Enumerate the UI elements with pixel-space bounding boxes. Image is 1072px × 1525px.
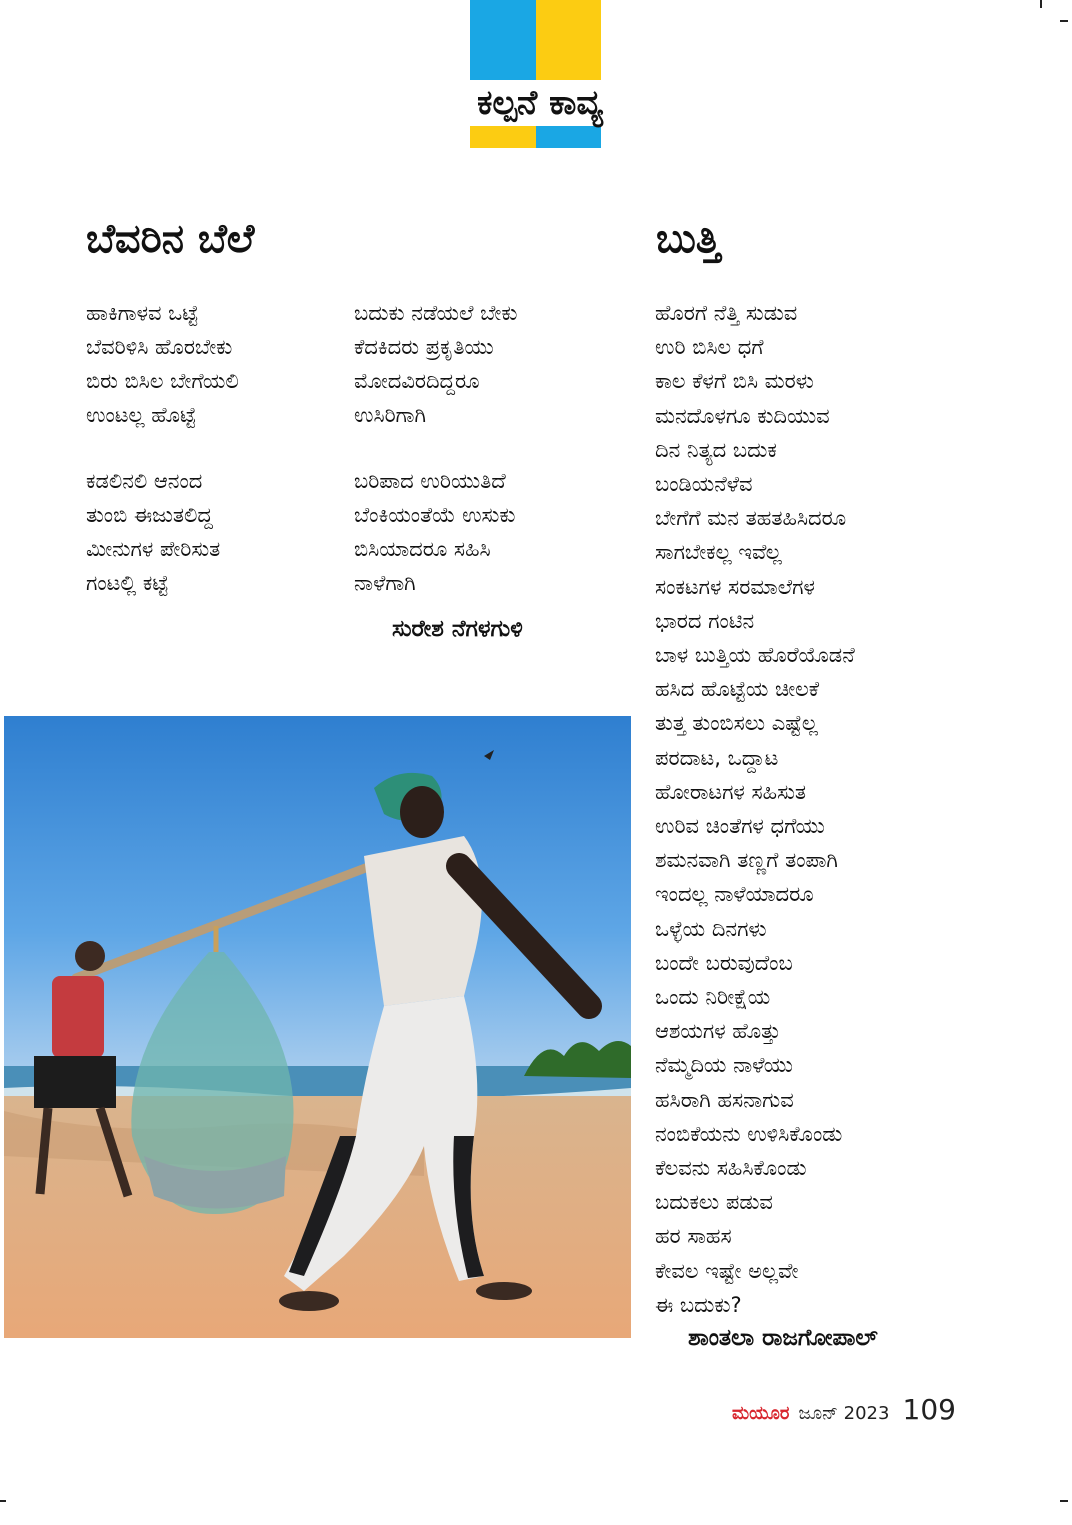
poem-line: ಕೆಲವನು ಸಹಿಸಿಕೊಂಡು	[655, 1156, 807, 1181]
poem-stanza	[354, 464, 516, 600]
header-yellow-block	[536, 0, 601, 82]
poem-line: ಬೇಗೆಗೆ ಮನ ತಹತಹಿಸಿದರೂ	[655, 506, 847, 531]
poem-line: ಪರದಾಟ, ಒದ್ದಾಟ	[655, 745, 779, 770]
poem-line: ಬಂಡಿಯನೆಳೆವ	[655, 472, 753, 497]
poem-line: ಬಿರು ಬಿಸಿಲ ಬೇಗೆಯಲಿ	[86, 369, 239, 393]
poem-line: ಬದುಕಲು ಪಡುವ	[655, 1190, 773, 1215]
poem-line: ಆಶಯಗಳ ಹೊತ್ತು	[655, 1019, 781, 1044]
poem-line: ಕೇವಲ ಇಷ್ಟೇ ಅಲ್ಲವೇ	[655, 1258, 799, 1283]
crop-mark	[1060, 20, 1068, 22]
header-yellow-strip	[470, 126, 536, 148]
poem-line: ಹರ ಸಾಹಸ	[655, 1224, 732, 1249]
poem-line: ಭಾರದ ಗಂಟಿನ	[655, 608, 755, 633]
poem-line: ಬಂದೇ ಬರುವುದೆಂಬ	[655, 950, 793, 975]
poem-line: ಸಂಕಟಗಳ ಸರಮಾಲೆಗಳ	[655, 574, 815, 599]
poem-line: ಹಸಿರಾಗಿ ಹಸನಾಗುವ	[655, 1087, 794, 1112]
poem-line: ಮನದೊಳಗೂ ಕುದಿಯುವ	[655, 403, 830, 428]
poem-line: ಶಮನವಾಗಿ ತಣ್ಣಗೆ ತಂಪಾಗಿ	[655, 848, 838, 873]
poem-line: ಉರಿವ ಚಿಂತೆಗಳ ಧಗೆಯು	[655, 814, 825, 839]
poem-line: ಕಡಲಿನಲಿ ಆನಂದ	[86, 469, 203, 493]
poem-stanza	[354, 296, 517, 432]
poem-line: ಒಂದು ನಿರೀಕ್ಷೆಯ	[655, 985, 771, 1010]
poem-line: ಬಾಳ ಬುತ್ತಿಯ ಹೊರೆಯೊಡನೆ	[655, 643, 855, 668]
poem-author: ಶಾಂತಲಾ ರಾಜಗೋಪಾಲ್	[688, 1325, 878, 1351]
poem-line: ಮೋದವಿರದಿದ್ದರೂ	[354, 369, 480, 393]
poem-line: ಒಳ್ಳೆಯ ದಿನಗಳು	[655, 916, 767, 941]
poem-line: ಉಂಟಲ್ಲ ಹೊಟ್ಟೆ	[86, 403, 197, 427]
poem-line: ನಂಬಿಕೆಯನು ಉಳಿಸಿಕೊಂಡು	[655, 1121, 843, 1146]
issue-date: ಜೂನ್ 2023	[798, 1403, 890, 1424]
fishermen-photo	[4, 716, 631, 1338]
poem-line: ಬೆವರಿಳಿಸಿ ಹೊರಬೇಕು	[86, 335, 233, 359]
poem-line: ಬದುಕು ನಡೆಯಲೆ ಬೇಕು	[354, 301, 518, 325]
poem-stanza	[655, 296, 855, 1322]
crop-mark	[0, 1500, 6, 1502]
poem-line: ಉರಿ ಬಿಸಿಲ ಧಗೆ	[655, 335, 764, 360]
poem-line: ಸಾಗಬೇಕಲ್ಲ ಇವೆಲ್ಲ	[655, 540, 782, 565]
poem-line: ಹಾಕಿಗಾಳವ ಒಟ್ಟೆ	[86, 301, 199, 325]
header-blue-strip	[536, 126, 601, 148]
poem-line: ಈ ಬದುಕು?	[655, 1292, 742, 1317]
crop-mark	[1040, 0, 1042, 8]
poem-line: ಬಿಸಿಯಾದರೂ ಸಹಿಸಿ	[354, 537, 491, 561]
header-blue-block	[470, 0, 536, 82]
poem-line: ಹೊರಗೆ ನೆತ್ತಿ ಸುಡುವ	[655, 301, 798, 325]
page-number: 109	[902, 1393, 956, 1426]
poem-line: ದಿನ ನಿತ್ಯದ ಬದುಕ	[655, 437, 777, 462]
crop-mark	[1060, 1500, 1068, 1502]
poem-line: ತುತ್ತ ತುಂಬಿಸಲು ಎಷ್ಟೆಲ್ಲ	[655, 711, 818, 736]
poem-line: ಬೆಂಕಿಯಂತೆಯೆ ಉಸುಕು	[354, 503, 516, 527]
poem-line: ಉಸಿರಿಗಾಗಿ	[354, 403, 426, 427]
poem-stanza	[86, 464, 220, 600]
poem-line: ಗಂಟಲ್ಲಿ ಕಟ್ಟೆ	[86, 571, 169, 595]
poem-title: ಬುತ್ತಿ	[656, 216, 721, 262]
section-title: ಕಲ್ಪನೆ ಕಾವ್ಯ	[440, 80, 640, 126]
page-folio	[732, 1393, 956, 1427]
poem-author: ಸುರೇಶ ನೆಗಳಗುಳಿ	[392, 616, 523, 642]
poem-line: ಬರಿಪಾದ ಉರಿಯುತಿದೆ	[354, 469, 506, 493]
poem-title: ಬೆವರಿನ ಬೆಲೆ	[86, 216, 255, 262]
poem-stanza	[86, 296, 239, 432]
magazine-brand: ಮಯೂರ	[732, 1403, 790, 1424]
poem-line: ನೆಮ್ಮದಿಯ ನಾಳೆಯು	[655, 1053, 793, 1078]
poem-line: ತುಂಬಿ ಈಜುತಲಿದ್ದ	[86, 503, 213, 527]
poem-line: ಕಾಲ ಕೆಳಗೆ ಬಿಸಿ ಮರಳು	[655, 369, 814, 394]
poem-line: ಇಂದಲ್ಲ ನಾಳೆಯಾದರೂ	[655, 882, 814, 907]
poem-line: ಹಸಿದ ಹೊಟ್ಟೆಯ ಚೀಲಕೆ	[655, 677, 820, 702]
poem-line: ನಾಳೆಗಾಗಿ	[354, 571, 416, 595]
poem-line: ಕೆದಕಿದರು ಪ್ರಕೃತಿಯು	[354, 335, 494, 359]
poem-line: ಮೀನುಗಳ ಪೇರಿಸುತ	[86, 537, 221, 561]
poem-line: ಹೋರಾಟಗಳ ಸಹಿಸುತ	[655, 779, 807, 804]
